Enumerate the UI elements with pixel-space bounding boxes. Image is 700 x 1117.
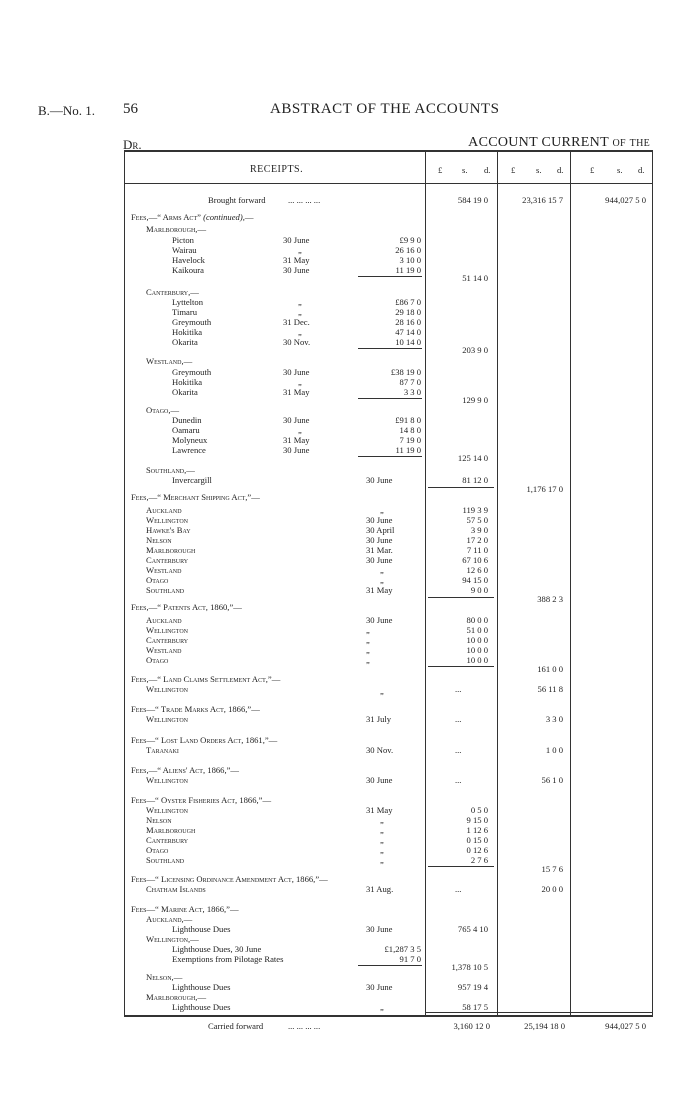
entry-date: 31 May <box>283 387 310 397</box>
entry-amount: 9 0 0 <box>470 585 488 595</box>
entry-date: „ <box>380 815 384 825</box>
entry-amount: 3 3 0 <box>403 387 421 397</box>
entry-date: 30 June <box>283 415 310 425</box>
entry-date: „ <box>298 327 302 337</box>
brought-forward-label: Brought forward <box>208 195 266 205</box>
entry-amount: 17 2 0 <box>466 535 488 545</box>
entry-name: Nelson <box>146 535 172 545</box>
entry-name: Wellington <box>146 805 188 815</box>
entry-name: Kaikoura <box>172 265 204 275</box>
entry-name: Marlborough <box>146 545 196 555</box>
entry-name: Lighthouse Dues <box>172 1002 231 1012</box>
entry-name: Otago <box>146 655 169 665</box>
entry-col1: ... <box>455 884 462 894</box>
entry-amount: 10 0 0 <box>466 645 488 655</box>
entry-name: Oamaru <box>172 425 200 435</box>
entry-date: 30 June <box>283 445 310 455</box>
arms-act-continued: (continued) <box>203 212 243 222</box>
patents-heading: Fees,—“ Patents Act, 1860,”— <box>131 602 242 612</box>
licensing-heading: Fees—“ Licensing Ordinance Amendment Act, 1866,”— <box>131 874 328 884</box>
entry-date: „ <box>380 845 384 855</box>
lost-land-heading: Fees—“ Lost Land Orders Act, 1861,”— <box>131 735 278 745</box>
entry-name: Wellington <box>146 684 188 694</box>
entry-amount: £86 7 0 <box>395 297 421 307</box>
entry-amount: £1,287 3 5 <box>384 944 421 954</box>
aliens-heading: Fees,—“ Aliens' Act, 1866,”— <box>131 765 240 775</box>
entry-amount: 80 0 0 <box>466 615 488 625</box>
oyster-total: 15 7 6 <box>541 864 563 874</box>
entry-name: Wellington <box>146 625 188 635</box>
entry-date: „ <box>380 505 384 515</box>
column-total-rule <box>428 597 494 598</box>
page-number: 56 <box>123 101 138 117</box>
westland-heading: Westland,— <box>146 356 193 366</box>
entry-date: 31 Dec. <box>283 317 310 327</box>
marine-wellington-total: 1,378 10 5 <box>451 962 488 972</box>
entry-name: Southland <box>146 855 185 865</box>
column-rule-1 <box>425 150 426 1016</box>
entry-name: Taranaki <box>146 745 179 755</box>
carried-forward-label: Carried forward <box>208 1021 264 1031</box>
entry-amount: 0 12 6 <box>466 845 488 855</box>
westland-total: 129 9 0 <box>462 395 488 405</box>
pence-unit: d. <box>557 165 564 175</box>
subtotal-rule <box>358 276 422 277</box>
entry-date: „ <box>298 307 302 317</box>
entry-date: 30 June <box>366 475 393 485</box>
merchant-shipping-total: 388 2 3 <box>537 594 563 604</box>
arms-act-title: Fees,—“ Arms Act” <box>131 212 201 222</box>
entry-date: 31 May <box>366 585 393 595</box>
otago-total: 125 14 0 <box>457 453 488 463</box>
entry-date: 30 June <box>366 555 393 565</box>
entry-date: „ <box>366 655 370 665</box>
entry-amount: 28 16 0 <box>395 317 421 327</box>
entry-amount: 119 3 9 <box>462 505 488 515</box>
carried-forward-col1: 3,160 12 0 <box>453 1021 490 1031</box>
entry-name: Lighthouse Dues <box>172 924 231 934</box>
entry-name: Greymouth <box>172 317 212 327</box>
entry-amount: 7 11 0 <box>466 545 488 555</box>
pence-unit: d. <box>484 165 491 175</box>
entry-name: Wellington <box>146 775 188 785</box>
debit-label: Dr. <box>123 137 142 152</box>
entry-amount: 91 7 0 <box>399 954 421 964</box>
entry-amount: 14 8 0 <box>399 425 421 435</box>
entry-amount: 11 19 0 <box>395 265 421 275</box>
entry-amount: 29 18 0 <box>395 307 421 317</box>
land-claims-total: 56 11 8 <box>537 684 563 694</box>
entry-col1: ... <box>455 714 462 724</box>
entry-amount: 10 0 0 <box>466 635 488 645</box>
entry-amount: 26 16 0 <box>395 245 421 255</box>
entry-name: Auckland <box>146 615 182 625</box>
entry-date: „ <box>380 575 384 585</box>
entry-amount: 67 10 6 <box>462 555 488 565</box>
marine-marlborough-heading: Marlborough,— <box>146 992 207 1002</box>
entry-amount: 3 9 0 <box>470 525 488 535</box>
trade-marks-total: 3 3 0 <box>545 714 563 724</box>
entry-amount: 0 5 0 <box>470 805 488 815</box>
entry-name: Hokitika <box>172 377 203 387</box>
entry-name: Southland <box>146 585 185 595</box>
entry-amount: 87 7 0 <box>399 377 421 387</box>
entry-amount: £38 19 0 <box>390 367 421 377</box>
entry-date: 31 Mar. <box>366 545 393 555</box>
entry-amount: 2 7 6 <box>470 855 488 865</box>
otago-heading: Otago,— <box>146 405 180 415</box>
entry-amount: 58 17 5 <box>462 1002 488 1012</box>
entry-amount: £9 9 0 <box>399 235 421 245</box>
entry-date: 30 June <box>366 535 393 545</box>
column-rule-3 <box>570 150 571 1016</box>
arms-act-heading <box>131 212 253 222</box>
brought-forward-col1: 584 19 0 <box>457 195 488 205</box>
subtotal-rule <box>358 398 422 399</box>
entry-name: Picton <box>172 235 194 245</box>
marine-nelson-heading: Nelson,— <box>146 972 183 982</box>
entry-amount: £91 8 0 <box>395 415 421 425</box>
licensing-total: 20 0 0 <box>541 884 563 894</box>
entry-date: 31 May <box>366 805 393 815</box>
entry-amount: 57 5 0 <box>466 515 488 525</box>
entry-date: 30 June <box>366 775 393 785</box>
subtotal-rule <box>358 456 422 457</box>
canterbury-total: 203 9 0 <box>462 345 488 355</box>
column-rule-2 <box>497 150 498 1016</box>
entry-name: Invercargill <box>172 475 212 485</box>
account-subtitle: ACCOUNT CURRENT of the <box>468 135 650 150</box>
entry-amount: 10 14 0 <box>395 337 421 347</box>
entry-date: „ <box>366 635 370 645</box>
subtotal-rule <box>358 348 422 349</box>
entry-date: 31 May <box>283 255 310 265</box>
entry-date: 31 July <box>366 714 392 724</box>
leader-dots: ... ... ... ... <box>288 1021 321 1031</box>
entry-date: „ <box>380 1002 384 1012</box>
entry-name: Wellington <box>146 515 188 525</box>
column-total-rule <box>428 487 494 488</box>
entry-amount: 12 6 0 <box>466 565 488 575</box>
entry-name: Otago <box>146 845 169 855</box>
leader-dots: ... ... ... ... <box>288 195 321 205</box>
marine-auckland-heading: Auckland,— <box>146 914 193 924</box>
entry-date: „ <box>298 297 302 307</box>
trade-marks-heading: Fees—“ Trade Marks Act, 1866,”— <box>131 704 260 714</box>
entry-date: „ <box>380 835 384 845</box>
entry-name: Dunedin <box>172 415 202 425</box>
carried-forward-rule <box>425 1012 653 1013</box>
entry-amount: 1 12 6 <box>466 825 488 835</box>
southland-heading: Southland,— <box>146 465 195 475</box>
entry-name: Canterbury <box>146 555 189 565</box>
subtotal-rule <box>358 965 422 966</box>
column-total-rule <box>428 866 494 867</box>
entry-name: Hawke's Bay <box>146 525 191 535</box>
entry-date: 30 Nov. <box>366 745 394 755</box>
page-title: ABSTRACT OF THE ACCOUNTS <box>270 101 500 117</box>
entry-date: „ <box>298 245 302 255</box>
land-claims-heading: Fees,—“ Land Claims Settlement Act,”— <box>131 674 281 684</box>
arms-act-tail: ,— <box>242 212 254 222</box>
column-total-rule <box>428 666 494 667</box>
entry-amount: 51 0 0 <box>466 625 488 635</box>
entry-amount: 11 19 0 <box>395 445 421 455</box>
carried-forward-col3: 944,027 5 0 <box>605 1021 646 1031</box>
entry-name: Nelson <box>146 815 172 825</box>
entry-name: Greymouth <box>172 367 212 377</box>
entry-date: „ <box>380 565 384 575</box>
entry-name: Chatham Islands <box>146 884 206 894</box>
entry-col1: ... <box>455 684 462 694</box>
entry-name: Okarita <box>172 387 198 397</box>
entry-amount: 7 19 0 <box>399 435 421 445</box>
entry-name: Marlborough <box>146 825 196 835</box>
entry-date: 31 Aug. <box>366 884 394 894</box>
entry-date: „ <box>298 377 302 387</box>
entry-name: Havelock <box>172 255 205 265</box>
table-top-rule <box>124 150 653 152</box>
merchant-shipping-heading: Fees,—“ Merchant Shipping Act,”— <box>131 492 260 502</box>
table-bottom-rule <box>124 1015 653 1017</box>
entry-amount: 0 15 0 <box>466 835 488 845</box>
entry-col1: ... <box>455 775 462 785</box>
lost-land-total: 1 0 0 <box>545 745 563 755</box>
oyster-heading: Fees—“ Oyster Fisheries Act, 1866,”— <box>131 795 272 805</box>
brought-forward-col3: 944,027 5 0 <box>605 195 646 205</box>
pounds-unit: £ <box>438 165 443 175</box>
document-reference: B.—No. 1. <box>38 103 96 118</box>
entry-amount: 9 15 0 <box>466 815 488 825</box>
entry-date: „ <box>366 625 370 635</box>
aliens-total: 56 1 0 <box>541 775 563 785</box>
entry-name: Auckland <box>146 505 182 515</box>
entry-date: „ <box>380 686 384 696</box>
shillings-unit: s. <box>617 165 623 175</box>
entry-name: Wairau <box>172 245 197 255</box>
pounds-unit: £ <box>590 165 595 175</box>
entry-date: 30 June <box>283 367 310 377</box>
entry-date: „ <box>380 855 384 865</box>
entry-date: 30 April <box>366 525 395 535</box>
entry-date: 30 June <box>283 235 310 245</box>
receipts-column-header: RECEIPTS. <box>250 164 304 175</box>
marlborough-heading: Marlborough,— <box>146 224 207 234</box>
entry-amount: 94 15 0 <box>462 575 488 585</box>
pence-unit: d. <box>638 165 645 175</box>
entry-amount: 3 10 0 <box>399 255 421 265</box>
marine-wellington-heading: Wellington,— <box>146 934 199 944</box>
entry-amount: 765 4 10 <box>457 924 488 934</box>
entry-name: Lawrence <box>172 445 206 455</box>
entry-name: Exemptions from Pilotage Rates <box>172 954 284 964</box>
entry-date: „ <box>380 825 384 835</box>
entry-date: „ <box>298 425 302 435</box>
entry-name: Westland <box>146 565 182 575</box>
entry-date: „ <box>366 645 370 655</box>
marlborough-total: 51 14 0 <box>462 273 488 283</box>
entry-date: 30 June <box>366 615 393 625</box>
entry-name: Hokitika <box>172 327 203 337</box>
entry-col1: ... <box>455 745 462 755</box>
canterbury-heading: Canterbury,— <box>146 287 199 297</box>
patents-total: 161 0 0 <box>537 664 563 674</box>
pounds-unit: £ <box>511 165 516 175</box>
entry-amount: 957 19 4 <box>457 982 488 992</box>
table-right-rule <box>652 150 653 1016</box>
entry-name: Timaru <box>172 307 197 317</box>
entry-amount: 10 0 0 <box>466 655 488 665</box>
entry-date: 30 June <box>366 515 393 525</box>
arms-act-total: 1,176 17 0 <box>526 484 563 494</box>
entry-amount: 47 14 0 <box>395 327 421 337</box>
entry-date: 31 May <box>283 435 310 445</box>
entry-name: Okarita <box>172 337 198 347</box>
entry-name: Canterbury <box>146 635 189 645</box>
entry-name: Molyneux <box>172 435 208 445</box>
entry-name: Canterbury <box>146 835 189 845</box>
entry-date: 30 Nov. <box>283 337 311 347</box>
carried-forward-col2: 25,194 18 0 <box>524 1021 565 1031</box>
header-row-rule <box>124 183 653 184</box>
entry-date: 30 June <box>366 982 393 992</box>
entry-name: Lighthouse Dues <box>172 982 231 992</box>
marine-heading: Fees—“ Marine Act, 1866,”— <box>131 904 239 914</box>
entry-name: Lyttelton <box>172 297 204 307</box>
entry-name: Lighthouse Dues, 30 June <box>172 944 262 954</box>
entry-date: 30 June <box>366 924 393 934</box>
entry-name: Westland <box>146 645 182 655</box>
entry-amount: 81 12 0 <box>462 475 488 485</box>
entry-name: Otago <box>146 575 169 585</box>
entry-date: 30 June <box>283 265 310 275</box>
shillings-unit: s. <box>462 165 468 175</box>
table-left-rule <box>124 150 125 1016</box>
brought-forward-col2: 23,316 15 7 <box>522 195 563 205</box>
shillings-unit: s. <box>536 165 542 175</box>
entry-name: Wellington <box>146 714 188 724</box>
